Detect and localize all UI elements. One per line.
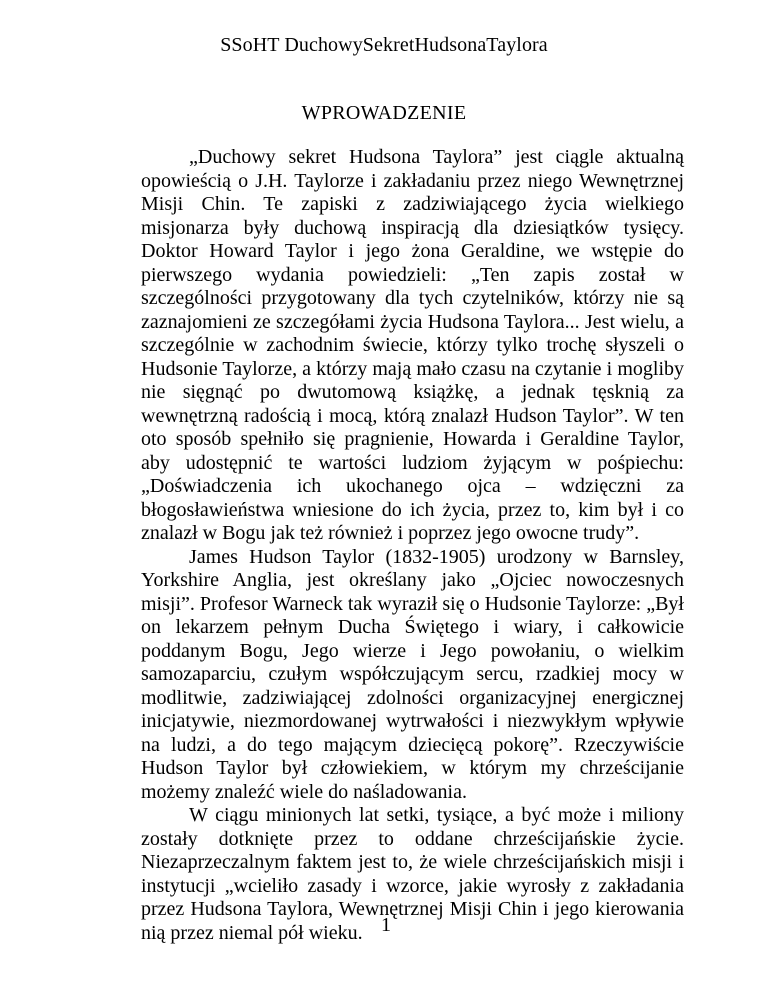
running-header: SSoHT DuchowySekretHudsonaTaylora [220, 34, 548, 56]
chapter-title: WPROWADZENIE [301, 102, 467, 124]
paragraph-2: James Hudson Taylor (1832-1905) urodzony w Barnsley, Yorkshire Anglia, jest określany jako „Ojciec nowoczesnych misji”. Profesor Warneck tak wyraził się o Hudsonie Taylorze: „Był on lekarzem pełnym Ducha Świętego i wiary, i całkowicie poddanym Bogu, Jego wierze i Jego powołaniu, o wielkim samozaparciu, czułym współczującym sercu, rzadkiej mocy w modlitwie, zadziwiającej zdolności organizacyjnej energicznej inicjatywie, niezmordowanej wytrwałości i niezwykłym wpływie na ludzi, a do tego mającym dziecięcą pokorę”. Rzeczywiście Hudson Taylor był człowiekiem, w którym my chrześcijanie możemy znaleźć wiele do naśladowania. [141, 545, 684, 803]
body-text [141, 146, 684, 945]
paragraph-3: W ciągu minionych lat setki, tysiące, a być może i miliony zostały dotknięte przez to oddane chrześcijańskie życie. Niezaprzeczalnym faktem jest to, że wiele chrześcijańskich misji i instytucji „wcieliło zasady i wzorce, jakie wyrosły z zakładania przez Hudsona Taylora, Wewnętrznej Misji Chin i jego kierowania nią przez niemal pół wieku. [141, 804, 684, 944]
paragraph-1: „Duchowy sekret Hudsona Taylora” jest ciągle aktualną opowieścią o J.H. Taylorze i zakładaniu przez niego Wewnętrznej Misji Chin. Te zapiski z zadziwiającego życia wielkiego misjonarza były duchową inspiracją dla dziesiątków tysięcy. Doktor Howard Taylor i jego żona Geraldine, we wstępie do pierwszego wydania powiedzieli: „Ten zapis został w szczególności przygotowany dla tych czytelników, którzy nie są zaznajomieni ze szczegółami życia Hudsona Taylora... Jest wielu, a szczególnie w zachodnim świecie, którzy tylko trochę słyszeli o Hudsonie Taylorze, a którzy mają mało czasu na czytanie i mogliby nie sięgnąć po dwutomową książkę, a jednak tęsknią za wewnętrzną radością i mocą, którą znalazł Hudson Taylor”. W ten oto sposób spełniło się pragnienie, Howarda i Geraldine Taylor, aby udostępnić te wartości ludziom żyjącym w pośpiechu: „Doświadczenia ich ukochanego ojca – wdzięczni za błogosławieństwa wniesione do ich życia, przez to, kim był i co znalazł w Bogu jak też również i poprzez jego owocne trudy”. [141, 146, 684, 544]
page-number: 1 [381, 914, 391, 936]
